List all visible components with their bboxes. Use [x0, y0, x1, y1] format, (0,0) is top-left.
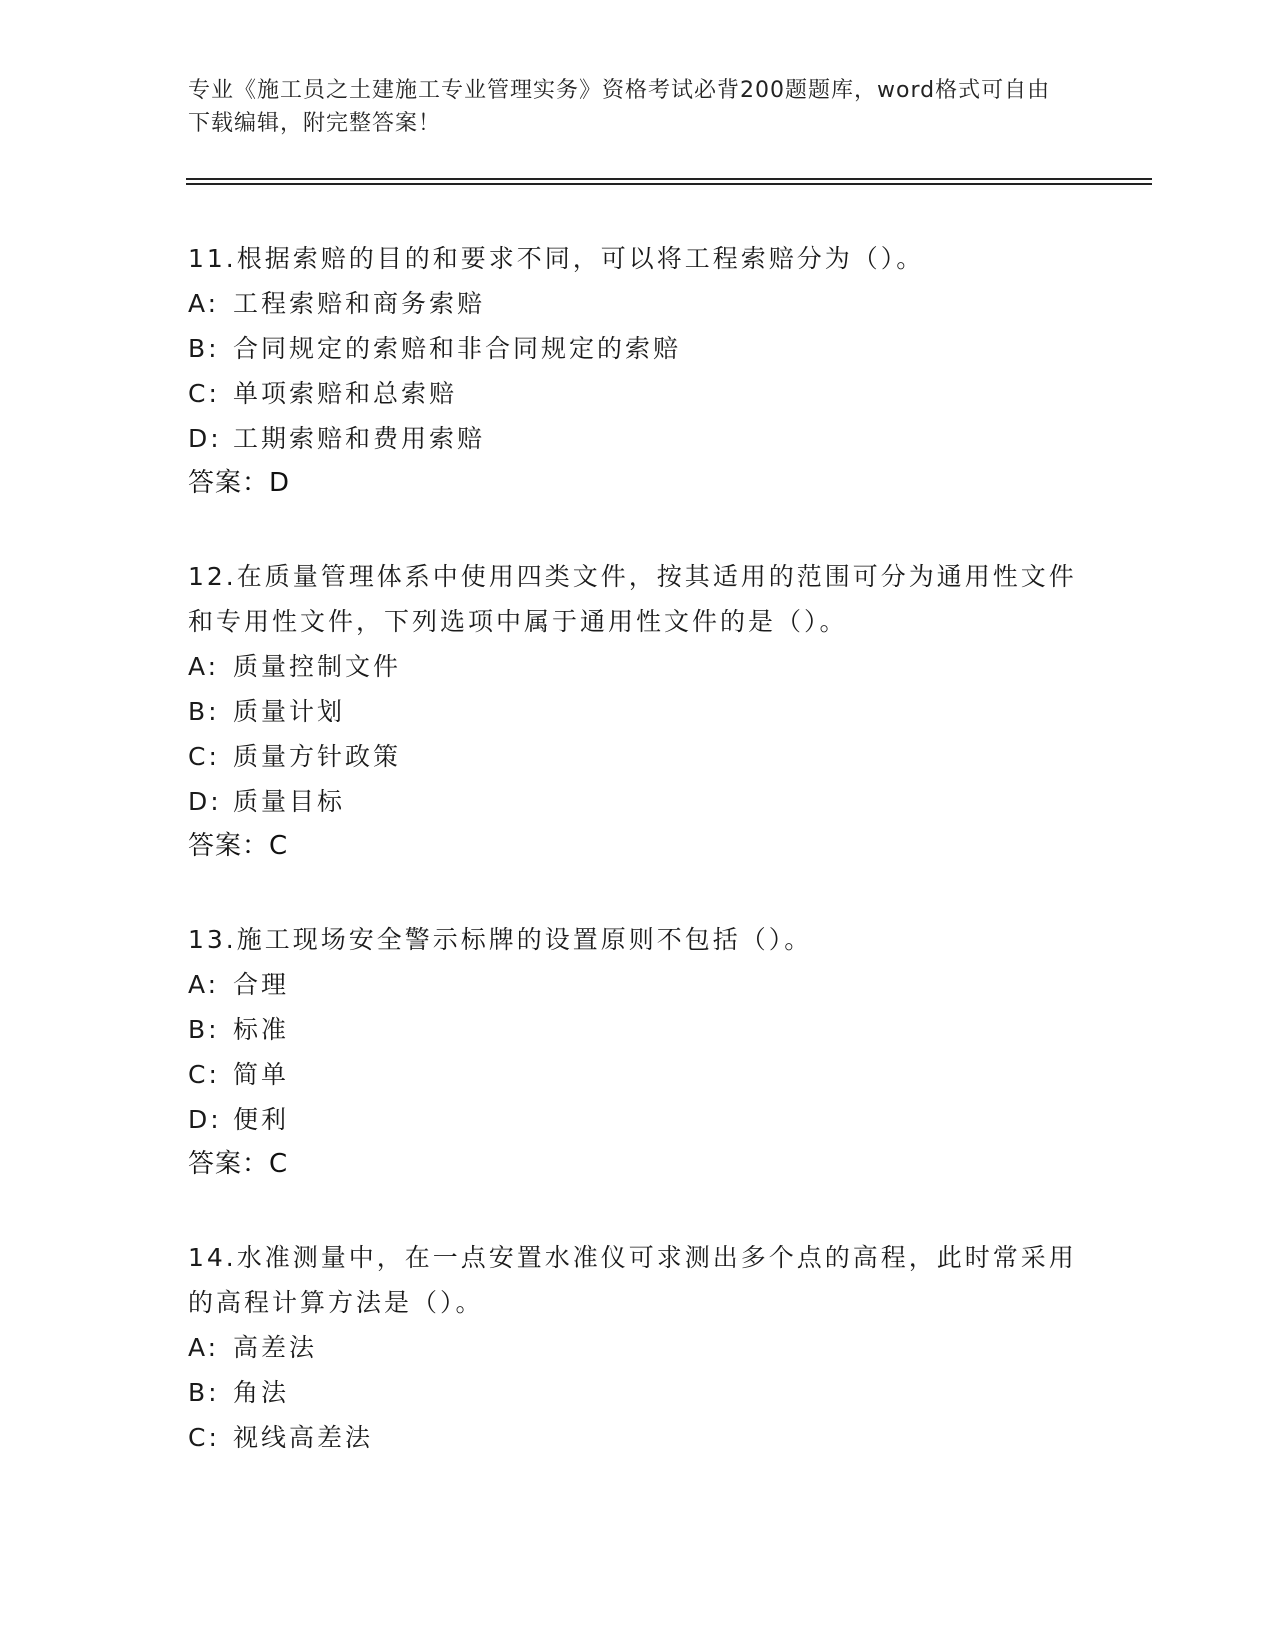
- option-key: B:: [188, 697, 220, 726]
- option-text: 合理: [233, 970, 290, 999]
- answer-value: D: [269, 468, 291, 498]
- option-b: [188, 1007, 1088, 1052]
- option-text: 高差法: [233, 1333, 318, 1362]
- question-14: [188, 1235, 1088, 1460]
- option-text: 工程索赔和商务索赔: [233, 289, 486, 318]
- option-key: C:: [188, 379, 220, 408]
- option-text: 简单: [233, 1060, 290, 1089]
- option-text: 单项索赔和总索赔: [233, 379, 458, 408]
- option-a: [188, 644, 1088, 689]
- document-header: 专业《施工员之土建施工专业管理实务》资格考试必背200题题库，word格式可自由下载编辑，附完整答案！: [188, 78, 1051, 136]
- option-text: 质量控制文件: [233, 652, 402, 681]
- option-d: [188, 416, 1088, 461]
- option-c: [188, 1415, 1088, 1460]
- option-d: [188, 779, 1088, 824]
- answer-line: [188, 461, 1088, 506]
- option-key: C:: [188, 1423, 220, 1452]
- option-text: 标准: [233, 1015, 290, 1044]
- header-rule-bottom: [186, 183, 1152, 185]
- question-list: [188, 236, 1088, 1508]
- question-11: [188, 236, 1088, 506]
- question-13: [188, 917, 1088, 1187]
- option-text: 质量计划: [233, 697, 346, 726]
- option-c: [188, 1052, 1088, 1097]
- option-text: 质量目标: [233, 787, 346, 816]
- question-text: 12.在质量管理体系中使用四类文件，按其适用的范围可分为通用性文件和专用性文件，下列选项中属于通用性文件的是（）。: [188, 562, 1077, 636]
- answer-value: C: [269, 831, 289, 861]
- option-c: [188, 371, 1088, 416]
- option-a: [188, 1325, 1088, 1370]
- option-key: B:: [188, 334, 220, 363]
- answer-line: [188, 1142, 1088, 1187]
- question-text: 11.根据索赔的目的和要求不同，可以将工程索赔分为（）。: [188, 244, 925, 273]
- answer-label: 答案：: [188, 1149, 270, 1179]
- answer-label: 答案：: [188, 831, 270, 861]
- option-d: [188, 1097, 1088, 1142]
- option-key: A:: [188, 970, 220, 999]
- header-rule-top: [186, 178, 1152, 180]
- option-c: [188, 734, 1088, 779]
- option-key: C:: [188, 1060, 220, 1089]
- option-key: C:: [188, 742, 220, 771]
- question-12: [188, 554, 1088, 869]
- option-key: A:: [188, 652, 220, 681]
- option-key: D:: [188, 1105, 222, 1134]
- answer-value: C: [269, 1149, 289, 1179]
- question-text: 13.施工现场安全警示标牌的设置原则不包括（）。: [188, 925, 813, 954]
- option-b: [188, 326, 1088, 371]
- option-text: 视线高差法: [233, 1423, 374, 1452]
- option-key: D:: [188, 787, 222, 816]
- option-key: A:: [188, 1333, 220, 1362]
- option-a: [188, 962, 1088, 1007]
- option-key: B:: [188, 1015, 220, 1044]
- answer-line: [188, 824, 1088, 869]
- option-key: B:: [188, 1378, 220, 1407]
- question-text: 14.水准测量中，在一点安置水准仪可求测出多个点的高程，此时常采用的高程计算方法是（）。: [188, 1243, 1077, 1317]
- option-a: [188, 281, 1088, 326]
- option-b: [188, 689, 1088, 734]
- option-b: [188, 1370, 1088, 1415]
- option-key: A:: [188, 289, 220, 318]
- answer-label: 答案：: [188, 468, 270, 498]
- option-text: 质量方针政策: [233, 742, 402, 771]
- option-text: 角法: [233, 1378, 290, 1407]
- option-text: 合同规定的索赔和非合同规定的索赔: [233, 334, 682, 363]
- option-key: D:: [188, 424, 222, 453]
- option-text: 工期索赔和费用索赔: [233, 424, 486, 453]
- option-text: 便利: [233, 1105, 290, 1134]
